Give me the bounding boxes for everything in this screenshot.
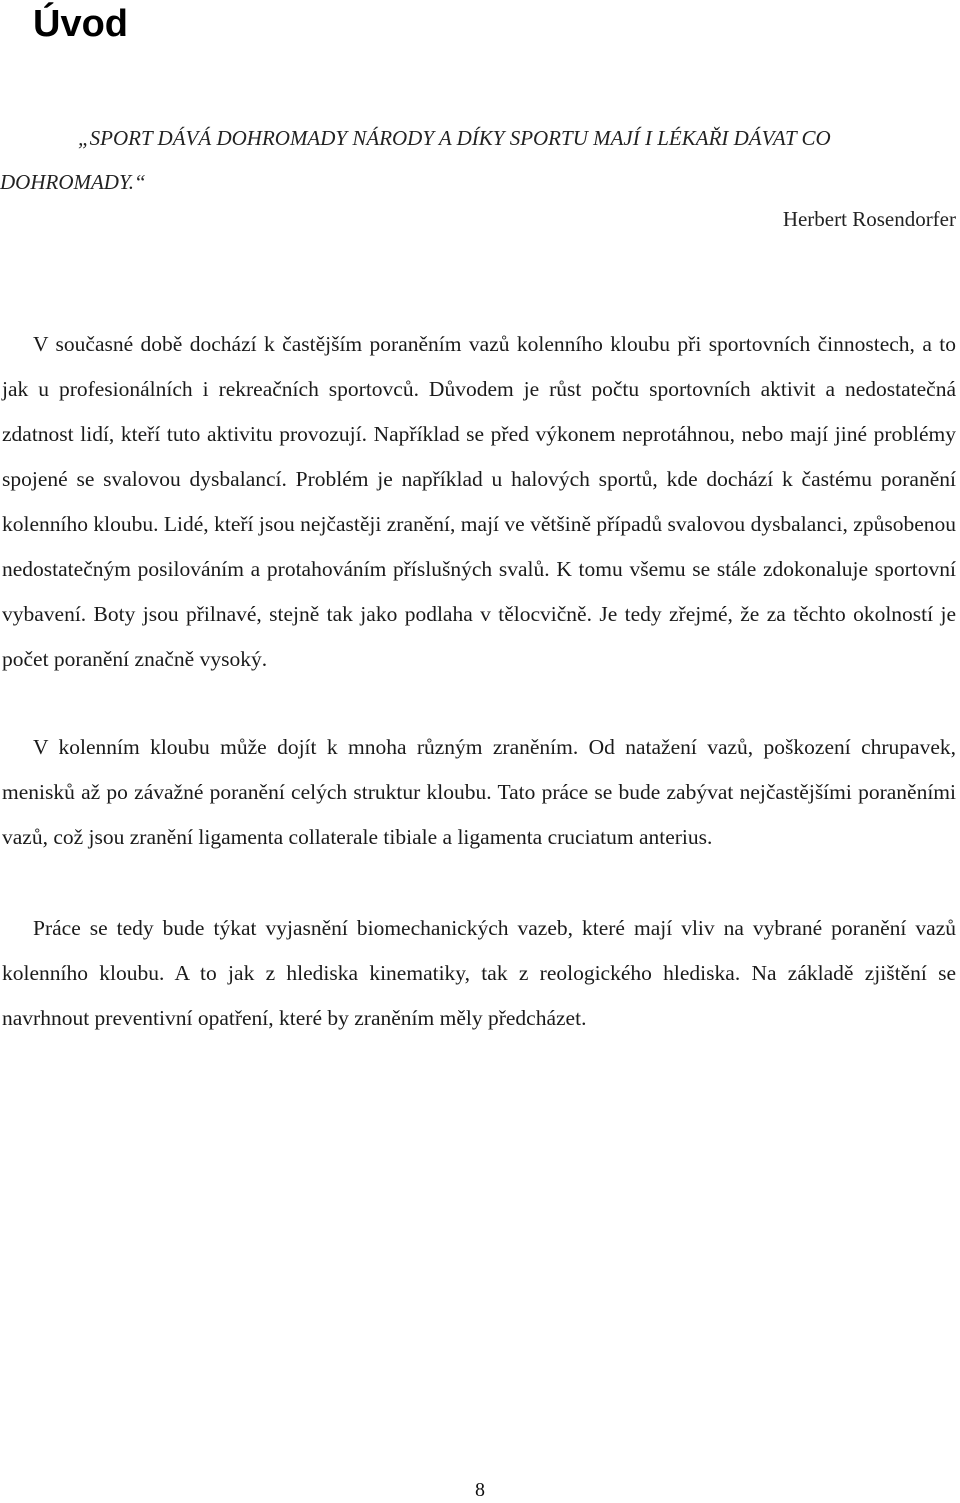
page-number-text: 8 (475, 1479, 485, 1501)
epigraph-author: Herbert Rosendorfer (782, 207, 956, 231)
section-heading: Úvod (33, 3, 128, 45)
paragraph: Práce se tedy bude týkat vyjasnění biomechanických vazeb, které mají vliv na vybrané poranění vazů kolenního kloubu. A to jak z hlediska kinematiky, tak z reologického hlediska. Na základě zjištění se navrhnout preventivní opatření, které by zraněním měly předcházet. (2, 916, 956, 1030)
paragraph: V současné době dochází k častějším poraněním vazů kolenního kloubu při sportovních činnostech, a to jak u profesionálních i rekreačních sportovců. Důvodem je růst počtu sportovních aktivit a nedostatečná zdatnost lidí, kteří tuto aktivitu provozují. Například se před výkonem neprotáhnou, nebo mají jiné problémy spojené se svalovou dysbalancí. Problém je například u halových sportů, kde dochází k častému poranění kolenního kloubu. Lidé, kteří jsou nejčastěji zranění, mají ve většině případů svalovou dysbalanci, způsobenou nedostatečným posilováním a protahováním příslušných svalů. K tomu všemu se stále zdokonaluje sportovní vybavení. Boty jsou přilnavé, stejně tak jako podlaha v tělocvičně. Je tedy zřejmé, že za těchto okolností je počet poranění značně vysoký. (2, 332, 956, 671)
paragraph: V kolenním kloubu může dojít k mnoha různým zraněním. Od natažení vazů, poškození chrupavek, menisků až po závažné poranění celých struktur kloubu. Tato práce se bude zabývat nejčastějšími poraněními vazů, což jsou zranění ligamenta collaterale tibiale a ligamenta cruciatum anterius. (2, 735, 956, 849)
epigraph-quote: „SPORT DÁVÁ DOHROMADY NÁRODY A DÍKY SPORTU MAJÍ I LÉKAŘI DÁVAT CO DOHROMADY.“ (0, 126, 831, 194)
page-number (0, 1478, 960, 1502)
